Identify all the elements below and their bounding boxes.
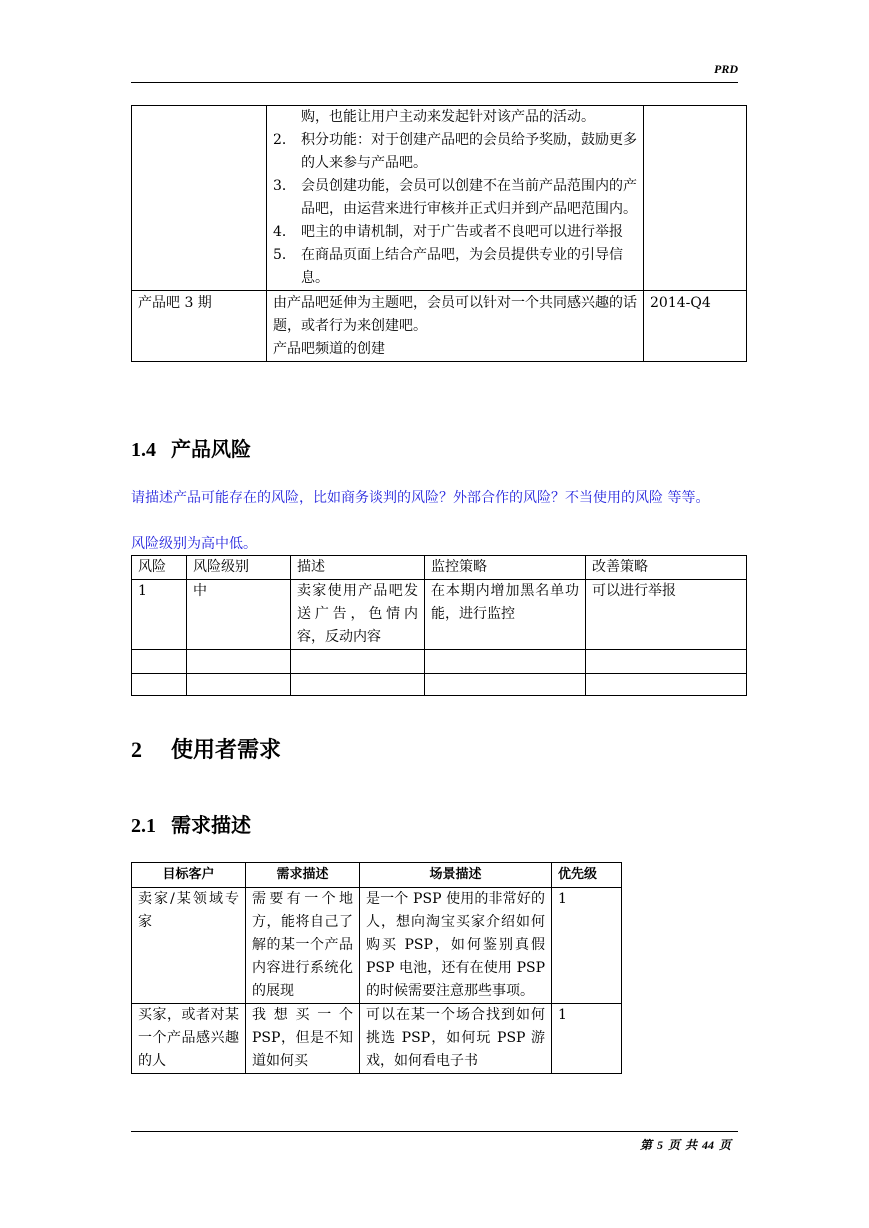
section-heading-1-4: 1.4 产品风险 bbox=[131, 439, 251, 461]
table-cell bbox=[187, 674, 291, 696]
table-row bbox=[132, 674, 747, 696]
list-item: 4． 吧主的申请机制，对于广告或者不良吧可以进行举报 bbox=[273, 224, 623, 240]
risk-note: 请描述产品可能存在的风险，比如商务谈判的风险？外部合作的风险？不当使用的风险 等等。 bbox=[131, 490, 710, 506]
list-item: 5． 在商品页面上结合产品吧，为会员提供专业的引导信息。 bbox=[273, 247, 623, 286]
table-header-row bbox=[132, 863, 622, 888]
table-row bbox=[132, 1004, 622, 1074]
table-cell bbox=[586, 674, 747, 696]
column-header: 改善策略 bbox=[586, 556, 747, 580]
column-header: 需求描述 bbox=[246, 863, 360, 888]
table-cell bbox=[291, 674, 425, 696]
table-row bbox=[132, 580, 747, 650]
table-cell: 卖家/某领域专家 bbox=[132, 888, 246, 1004]
table-cell bbox=[132, 106, 267, 291]
table-row bbox=[132, 291, 747, 362]
table-row bbox=[132, 888, 622, 1004]
table-header-row bbox=[132, 556, 747, 580]
column-header: 监控策略 bbox=[425, 556, 586, 580]
table-cell bbox=[132, 650, 187, 674]
table-row bbox=[132, 650, 747, 674]
requirements-table bbox=[131, 862, 622, 1074]
feature-list bbox=[273, 129, 637, 290]
table-cell bbox=[425, 650, 586, 674]
column-header: 优先级 bbox=[552, 863, 622, 888]
continued-line: 购，也能让用户主动来发起针对该产品的活动。 bbox=[301, 109, 595, 125]
table-cell bbox=[132, 674, 187, 696]
table-row bbox=[132, 106, 747, 291]
list-item: 2． 积分功能：对于创建产品吧的会员给予奖励，鼓励更多的人来参与产品吧。 bbox=[273, 132, 637, 171]
table-cell bbox=[644, 106, 747, 291]
table-cell: 1 bbox=[552, 888, 622, 1004]
risk-level-note: 风险级别为高中低。 bbox=[131, 536, 257, 552]
header-title: PRD bbox=[714, 62, 738, 76]
table-cell: 我想买一个 PSP，但是不知道如何买 bbox=[246, 1004, 360, 1074]
column-header: 目标客户 bbox=[132, 863, 246, 888]
phase-desc: 由产品吧延伸为主题吧，会员可以针对一个共同感兴趣的话题，或者行为来创建吧。 产品吧频道的创建 bbox=[267, 291, 644, 362]
risk-table bbox=[131, 555, 747, 696]
table-cell bbox=[187, 650, 291, 674]
table-cell: 可以在某一个场合找到如何挑选 PSP，如何玩 PSP 游戏，如何看电子书 bbox=[360, 1004, 552, 1074]
table-cell: 可以进行举报 bbox=[586, 580, 747, 650]
phase-name: 产品吧 3 期 bbox=[132, 291, 267, 362]
header-rule bbox=[131, 82, 738, 83]
page-number: 第 5 页 共 44 页 bbox=[639, 1138, 731, 1152]
column-header: 场景描述 bbox=[360, 863, 552, 888]
phase-date: 2014-Q4 bbox=[644, 291, 747, 362]
table-cell: 买家，或者对某一个产品感兴趣的人 bbox=[132, 1004, 246, 1074]
table-cell: 是一个 PSP 使用的非常好的人，想向淘宝买家介绍如何购买 PSP，如何鉴别真假 PSP 电池，还有在使用 PSP 的时候需要注意那些事项。 bbox=[360, 888, 552, 1004]
table-cell: 1 bbox=[132, 580, 187, 650]
table-cell: 在本期内增加黑名单功能，进行监控 bbox=[425, 580, 586, 650]
table-cell: 中 bbox=[187, 580, 291, 650]
table-cell: 卖家使用产品吧发送广告，色情内容，反动内容 bbox=[291, 580, 425, 650]
column-header: 风险级别 bbox=[187, 556, 291, 580]
section-heading-2-1: 2.1 需求描述 bbox=[131, 815, 251, 837]
table-cell bbox=[586, 650, 747, 674]
footer-rule bbox=[131, 1131, 738, 1132]
table-cell bbox=[425, 674, 586, 696]
section-heading-2: 2 使用者需求 bbox=[131, 737, 282, 762]
plan-table bbox=[131, 105, 747, 362]
column-header: 描述 bbox=[291, 556, 425, 580]
table-cell bbox=[291, 650, 425, 674]
table-cell: 1 bbox=[552, 1004, 622, 1074]
column-header: 风险 bbox=[132, 556, 187, 580]
table-cell bbox=[267, 106, 644, 291]
list-item: 3． 会员创建功能，会员可以创建不在当前产品范围内的产品吧，由运营来进行审核并正式归并到产品吧范围内。 bbox=[273, 178, 637, 217]
table-cell: 需要有一个地方，能将自己了解的某一个产品内容进行系统化的展现 bbox=[246, 888, 360, 1004]
